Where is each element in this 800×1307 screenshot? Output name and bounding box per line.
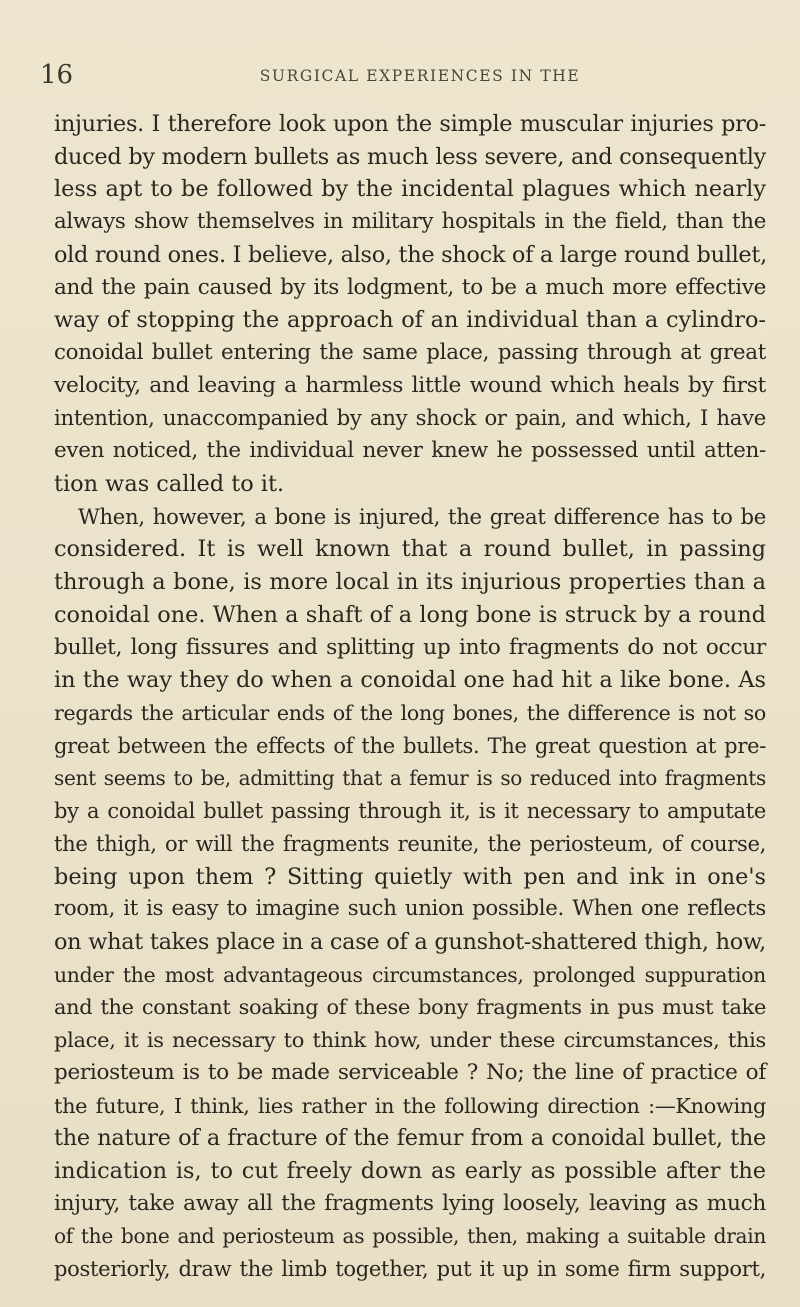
text-line: on what takes place in a case of a gunshot-shattered thigh, how,: [54, 928, 766, 955]
text-line: the future, I think, lies rather in the following direction :—Knowing: [54, 1093, 766, 1118]
page-number: 16: [40, 60, 74, 90]
text-line: indication is, to cut freely down as early as possible after the: [54, 1158, 766, 1184]
text-line: periosteum is to be made serviceable ? No; the line of practice of: [54, 1059, 766, 1085]
text-line: conoidal one. When a shaft of a long bone is struck by a round: [54, 601, 766, 628]
text-line: velocity, and leaving a harmless little wound which heals by first: [54, 372, 766, 398]
text-line: by a conoidal bullet passing through it, is it necessary to amputate: [54, 798, 766, 824]
text-line: intention, unaccompanied by any shock or pain, and which, I have: [54, 405, 766, 431]
text-line: When, however, a bone is injured, the great difference has to be: [78, 503, 766, 529]
text-line: injuries. I therefore look upon the simple muscular injuries pro-: [54, 111, 766, 137]
text-line: in the way they do when a conoidal one had hit a like bone. As: [54, 667, 766, 694]
text-line: place, it is necessary to think how, under these circumstances, this: [54, 1028, 766, 1053]
text-line: the nature of a fracture of the femur from a conoidal bullet, the: [54, 1125, 766, 1152]
text-line: less apt to be followed by the incidental plagues which nearly: [54, 176, 766, 203]
text-line: being upon them ? Sitting quietly with pen and ink in one's: [54, 863, 766, 890]
text-line: great between the effects of the bullets. The great question at pre-: [54, 732, 766, 758]
text-line: duced by modern bullets as much less severe, and consequently: [54, 143, 766, 170]
body-text: [54, 108, 766, 1286]
text-line: and the pain caused by its lodgment, to be a much more effective: [54, 274, 766, 300]
text-line: tion was called to it.: [54, 470, 285, 497]
text-line: sent seems to be, admitting that a femur is so reduced into fragments: [54, 766, 766, 791]
text-line: through a bone, is more local in its injurious properties than a: [54, 569, 766, 596]
text-line: old round ones. I believe, also, the shock of a large round bullet,: [54, 241, 767, 268]
text-line: conoidal bullet entering the same place, passing through at great: [54, 340, 766, 366]
text-line: of the bone and periosteum as possible, then, making a suitable drain: [54, 1224, 766, 1249]
text-line: even noticed, the individual never knew he possessed until atten-: [54, 438, 766, 464]
text-line: bullet, long fissures and splitting up into fragments do not occur: [54, 634, 766, 660]
running-header: [40, 60, 760, 96]
text-line: posteriorly, draw the limb together, put it up in some firm support,: [54, 1256, 766, 1282]
running-title: SURGICAL EXPERIENCES IN THE: [259, 67, 581, 85]
text-line: the thigh, or will the fragments reunite, the periosteum, of course,: [54, 830, 766, 856]
text-line: room, it is easy to imagine such union possible. When one reflects: [54, 896, 766, 922]
text-line: under the most advantageous circumstances, prolonged suppuration: [54, 962, 766, 987]
text-line: considered. It is well known that a round bullet, in passing: [54, 536, 766, 563]
text-line: always show themselves in military hospitals in the field, than the: [54, 209, 766, 235]
text-line: injury, take away all the fragments lying loosely, leaving as much: [54, 1190, 766, 1216]
text-line: regards the articular ends of the long bones, the difference is not so: [54, 700, 766, 725]
text-line: way of stopping the approach of an individual than a cylindro-: [54, 307, 766, 334]
text-line: and the constant soaking of these bony fragments in pus must take: [54, 995, 766, 1020]
